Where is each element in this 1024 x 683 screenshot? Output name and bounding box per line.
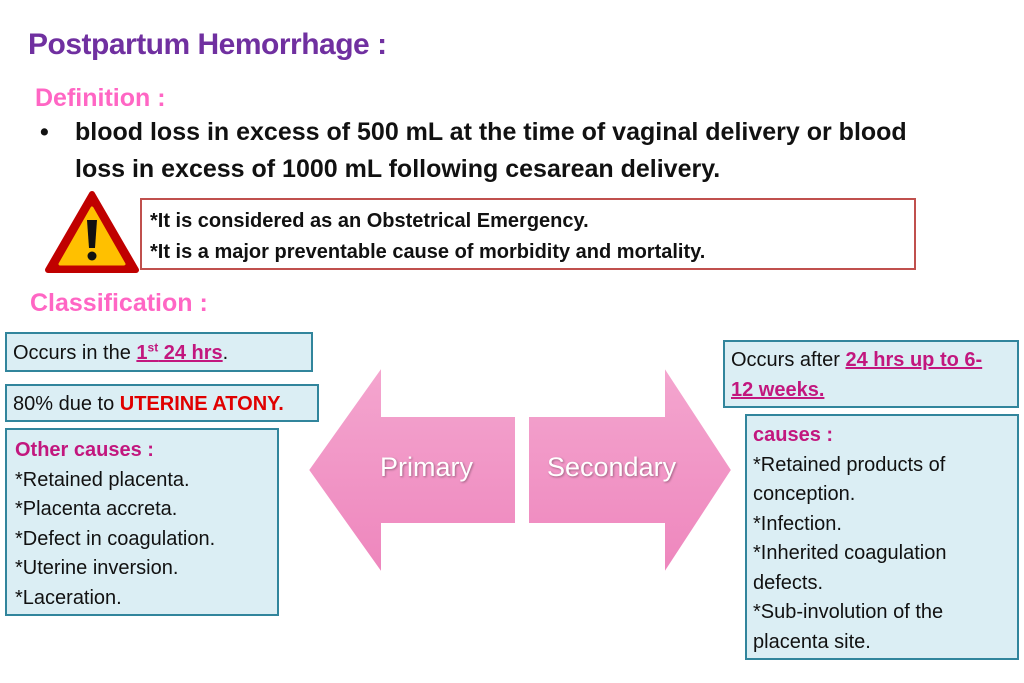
other-causes-heading: Other causes : [15,439,154,461]
primary-label: Primary [380,452,473,482]
list-item: *Retained placenta. [15,468,190,491]
primary-timing-hrs: 24 hrs [158,342,223,364]
secondary-causes-box [745,414,1019,660]
primary-timing-num: 1 [136,342,148,364]
emergency-line-2: *It is a major preventable cause of morbidity and mortality. [150,241,706,263]
definition-text: blood loss in excess of 500 mL at the time of vaginal delivery or blood loss in excess of 1000 mL following cesarean delivery. [75,118,907,183]
classification-heading: Classification : [30,289,208,317]
primary-atony-box [5,384,319,422]
primary-timing-box [5,332,313,372]
secondary-timing-box [723,340,1019,408]
warning-triangle-icon [44,190,140,276]
primary-timing-highlight [136,342,222,364]
primary-timing-prefix: Occurs in the [13,342,137,364]
primary-timing-suffix: . [222,342,229,364]
list-item: *Infection. [753,512,842,535]
list-item: *Laceration. [15,586,122,609]
secondary-timing-highlight-1: 24 hrs up to 6- [845,349,983,371]
emergency-line-1: *It is considered as an Obstetrical Emergency. [150,210,589,232]
emergency-callout [140,198,916,270]
list-item: *Sub-involution of the placenta site. [753,601,944,653]
page-title: Postpartum Hemorrhage : [28,28,387,61]
list-item: *Placenta accreta. [15,498,178,520]
secondary-timing-prefix: Occurs after [731,349,846,371]
list-item: *Retained products of conception. [753,453,946,505]
definition-heading: Definition : [35,84,166,112]
secondary-timing-highlight-2: 12 weeks. [731,378,825,401]
atony-highlight: UTERINE ATONY. [119,393,284,415]
atony-prefix: 80% due to [13,393,120,415]
secondary-label: Secondary [547,452,677,482]
list-item: *Uterine inversion. [15,557,179,579]
bullet-icon: • [40,118,49,146]
list-item: *Defect in coagulation. [15,527,216,550]
list-item: *Inherited coagulation defects. [753,542,947,594]
primary-timing-sup: st [147,340,159,355]
primary-other-causes-box [5,428,279,616]
secondary-causes-heading: causes : [753,424,834,446]
